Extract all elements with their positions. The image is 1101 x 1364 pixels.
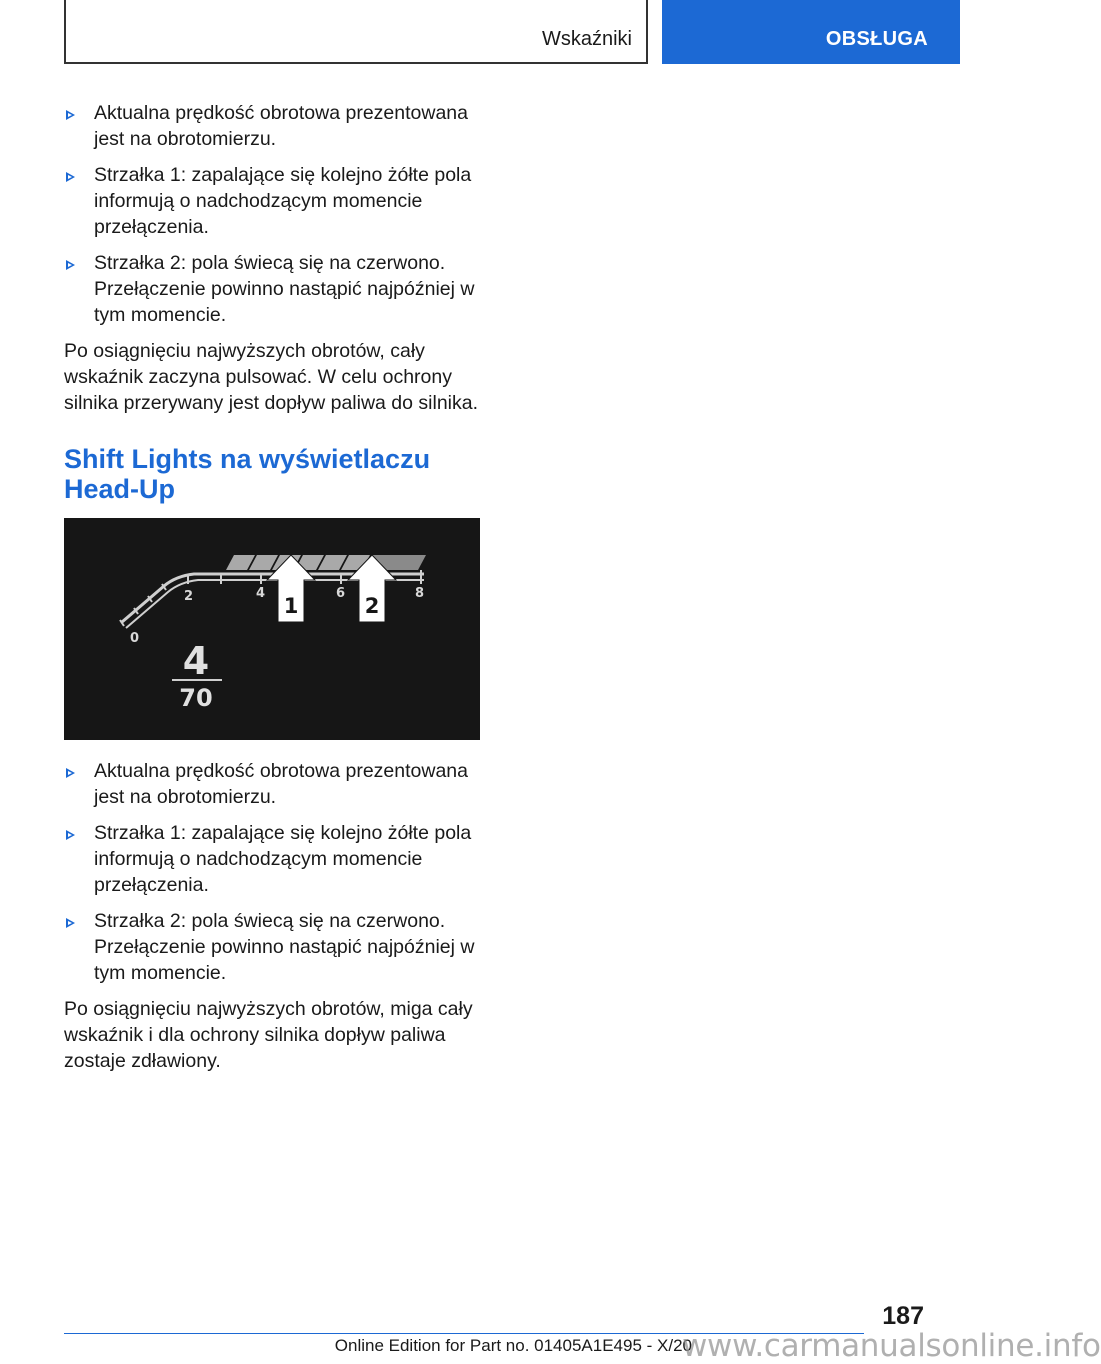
paragraph-2: Po osiągnięciu najwyższych obrotów, miga cały wskaźnik i dla ochrony silnika dopływ paliwa zostaje zdławiony. bbox=[64, 998, 473, 1072]
list-item-text: Aktualna prędkość obrotowa prezentowana jest na obrotomierzu. bbox=[94, 760, 468, 808]
list-item-text: Strzałka 2: pola świecą się na czerwono. Przełączenie powinno nastąpić najpóźniej w tym momencie. bbox=[94, 910, 475, 984]
header-chapter-label: OBSŁUGA bbox=[825, 28, 928, 50]
triangle-bullet-icon bbox=[66, 110, 75, 120]
rpm-label-6: 6 bbox=[336, 586, 346, 601]
arrow-2-label: 2 bbox=[364, 594, 380, 618]
gear-indicator: 4 bbox=[182, 639, 210, 683]
bullet-list-2 bbox=[64, 758, 480, 986]
rpm-label-8: 8 bbox=[415, 586, 425, 601]
list-item-text: Strzałka 2: pola świecą się na czerwono. Przełączenie powinno nastąpić najpóźniej w tym momencie. bbox=[94, 252, 475, 326]
list-item bbox=[64, 758, 480, 810]
shift-lights-illustration bbox=[64, 518, 480, 740]
bullet-list-1 bbox=[64, 100, 480, 328]
list-item bbox=[64, 908, 480, 986]
triangle-bullet-icon bbox=[66, 918, 75, 928]
triangle-bullet-icon bbox=[66, 260, 75, 270]
rpm-label-2: 2 bbox=[184, 589, 194, 604]
list-item bbox=[64, 100, 480, 152]
triangle-bullet-icon bbox=[66, 172, 75, 182]
watermark-text: www.carmanualsonline.info bbox=[682, 1328, 1101, 1364]
list-item-text: Aktualna prędkość obrotowa prezentowana jest na obrotomierzu. bbox=[94, 102, 468, 150]
list-item-text: Strzałka 1: zapalające się kolejno żółte pola informują o nadchodzącym momencie przełączenia. bbox=[94, 164, 472, 238]
list-item bbox=[64, 162, 480, 240]
head-up-display-figure bbox=[64, 518, 480, 740]
rpm-label-0: 0 bbox=[130, 631, 140, 646]
speed-indicator: 70 bbox=[179, 684, 213, 712]
header-chapter-tab[interactable] bbox=[662, 0, 960, 64]
main-column bbox=[64, 100, 480, 1084]
paragraph-1: Po osiągnięciu najwyższych obrotów, cały wskaźnik zaczyna pulsować. W celu ochrony silnika przerywany jest dopływ paliwa do silnika. bbox=[64, 340, 479, 414]
list-item bbox=[64, 250, 480, 328]
section-heading: Shift Lights na wyświetlaczu Head-Up bbox=[64, 444, 431, 504]
page-number: 187 bbox=[882, 1302, 924, 1330]
triangle-bullet-icon bbox=[66, 768, 75, 778]
list-item bbox=[64, 820, 480, 898]
rpm-label-4: 4 bbox=[256, 586, 266, 601]
header-section-label: Wskaźniki bbox=[541, 28, 632, 50]
header-section-box bbox=[64, 0, 648, 64]
shift-light-segments bbox=[226, 555, 426, 570]
list-item-text: Strzałka 1: zapalające się kolejno żółte pola informują o nadchodzącym momencie przełączenia. bbox=[94, 822, 472, 896]
arrow-1-label: 1 bbox=[283, 594, 299, 618]
triangle-bullet-icon bbox=[66, 830, 75, 840]
footer-edition-text: Online Edition for Part no. 01405A1E495 - X/20 bbox=[334, 1336, 692, 1355]
